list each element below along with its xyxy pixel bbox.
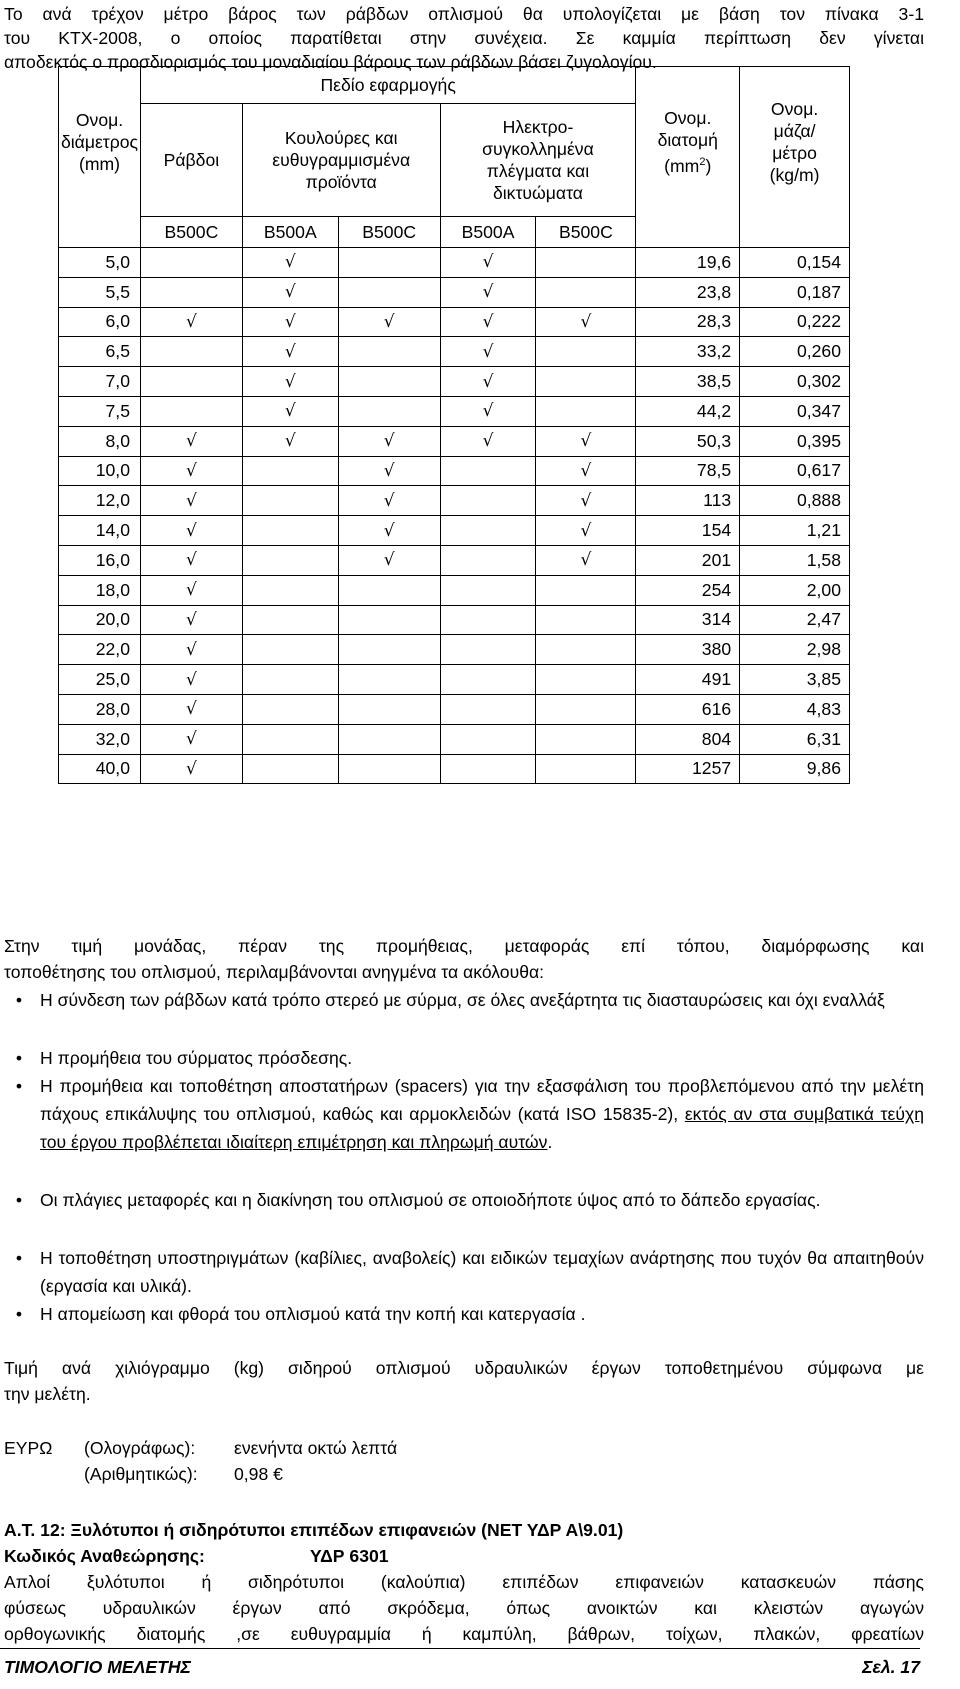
empty-cell <box>536 754 636 784</box>
mass-cell: 0,154 <box>740 248 850 278</box>
next-item-title: Α.Τ. 12: Ξυλότυποι ή σιδηρότυποι επιπέδων επιφανειών (ΝΕΤ ΥΔΡ Α\9.01) <box>4 1520 624 1540</box>
check-mark-icon: √ <box>242 248 338 278</box>
section-cell: 254 <box>636 575 740 605</box>
check-mark-icon: √ <box>140 575 242 605</box>
check-mark-icon: √ <box>338 516 440 546</box>
header-mass-blank <box>740 217 850 248</box>
check-mark-icon: √ <box>338 545 440 575</box>
mass-cell: 2,98 <box>740 635 850 665</box>
empty-cell <box>338 724 440 754</box>
revision-code-label: Κωδικός Αναθεώρησης: <box>4 1546 205 1566</box>
header-section-blank <box>636 217 740 248</box>
table-row <box>59 486 850 516</box>
mass-cell: 0,395 <box>740 426 850 456</box>
table-row <box>59 248 850 278</box>
empty-cell <box>440 486 536 516</box>
empty-cell <box>242 665 338 695</box>
check-mark-icon: √ <box>536 486 636 516</box>
euro-icon: € <box>273 1464 283 1484</box>
table-row <box>59 605 850 635</box>
next-item-line-1: Απλοί ξυλότυποι ή σιδηρότυποι (καλούπια) επιπέδων επιφανειών κατασκευών πάσης <box>4 1572 924 1592</box>
empty-cell <box>440 724 536 754</box>
check-mark-icon: √ <box>140 307 242 337</box>
section-cell: 314 <box>636 605 740 635</box>
empty-cell <box>242 456 338 486</box>
empty-cell <box>338 605 440 635</box>
bullet-icon: • <box>15 1076 23 1096</box>
check-mark-icon: √ <box>440 337 536 367</box>
empty-cell <box>440 694 536 724</box>
empty-cell <box>338 754 440 784</box>
section-cell: 19,6 <box>636 248 740 278</box>
euro-words-row <box>4 1434 924 1462</box>
section-cell: 201 <box>636 545 740 575</box>
diameter-cell: 32,0 <box>59 724 141 754</box>
digits-value: 0,98 <box>234 1464 269 1484</box>
diameter-cell: 20,0 <box>59 605 141 635</box>
empty-cell <box>242 545 338 575</box>
mass-cell: 1,21 <box>740 516 850 546</box>
check-mark-icon: √ <box>536 545 636 575</box>
section-cell: 491 <box>636 665 740 695</box>
section-cell: 1257 <box>636 754 740 784</box>
price-note-line-2: τοποθέτησης του οπλισμού, περιλαμβάνονται ανηγμένα τα ακόλουθα: <box>4 962 545 982</box>
intro-line-3: αποδεκτός ο προσδιορισμός του μοναδιαίου βάρους των ράβδων βάσει ζυγολογίου. <box>4 52 657 72</box>
grade-label: B500A <box>242 217 338 248</box>
bullet-icon: • <box>15 1304 23 1324</box>
bullet-item: • Οι πλάγιες μεταφορές και η διακίνηση του οπλισμού σε οποιοδήποτε ύψος από το δάπεδο εργασίας. <box>4 1186 924 1214</box>
diameter-cell: 22,0 <box>59 635 141 665</box>
bullet-icon: • <box>15 1190 23 1210</box>
diameter-cell: 16,0 <box>59 545 141 575</box>
next-item-line-2: φύσεως υδραυλικών έργων από σκρόδεμα, όπως ανοικτών και κλειστών αγωγών <box>4 1598 924 1618</box>
table-row <box>59 277 850 307</box>
empty-cell <box>338 575 440 605</box>
table-row <box>59 337 850 367</box>
table-row <box>59 456 850 486</box>
check-mark-icon: √ <box>140 545 242 575</box>
revision-code-value: ΥΔΡ 6301 <box>310 1546 389 1566</box>
check-mark-icon: √ <box>338 486 440 516</box>
empty-cell <box>536 337 636 367</box>
header-field-of-application: Πεδίο εφαρμογής <box>140 67 635 104</box>
header-bars: Ράβδοι <box>140 104 242 217</box>
check-mark-icon: √ <box>242 367 338 397</box>
section-cell: 50,3 <box>636 426 740 456</box>
diameter-cell: 14,0 <box>59 516 141 546</box>
check-mark-icon: √ <box>242 426 338 456</box>
diameter-cell: 7,5 <box>59 396 141 426</box>
section-cell: 23,8 <box>636 277 740 307</box>
bullet-icon: • <box>15 1048 23 1068</box>
empty-cell <box>242 605 338 635</box>
check-mark-icon: √ <box>242 337 338 367</box>
empty-cell <box>338 694 440 724</box>
check-mark-icon: √ <box>536 426 636 456</box>
footer-title: ΤΙΜΟΛΟΓΙΟ ΜΕΛΕΤΗΣ <box>4 1657 191 1677</box>
empty-cell <box>536 724 636 754</box>
header-section: Ονομ. διατομή $(mm^2)$ <box>636 67 740 217</box>
empty-cell <box>338 277 440 307</box>
empty-cell <box>338 248 440 278</box>
check-mark-icon: √ <box>440 426 536 456</box>
check-mark-icon: √ <box>440 367 536 397</box>
section-cell: 154 <box>636 516 740 546</box>
empty-cell <box>140 248 242 278</box>
mass-cell: 6,31 <box>740 724 850 754</box>
grade-label: B500C <box>338 217 440 248</box>
empty-cell <box>536 396 636 426</box>
check-mark-icon: √ <box>536 307 636 337</box>
check-mark-icon: √ <box>440 248 536 278</box>
empty-cell <box>242 635 338 665</box>
diameter-cell: 6,5 <box>59 337 141 367</box>
empty-cell <box>242 754 338 784</box>
diameter-cell: 5,0 <box>59 248 141 278</box>
empty-cell <box>338 635 440 665</box>
check-mark-icon: √ <box>140 426 242 456</box>
header-diameter: Ονομ. διάμετρος (mm) <box>59 67 141 217</box>
mass-cell: 0,302 <box>740 367 850 397</box>
empty-cell <box>140 396 242 426</box>
check-mark-icon: √ <box>140 486 242 516</box>
table-row <box>59 307 850 337</box>
empty-cell <box>242 486 338 516</box>
check-mark-icon: √ <box>242 396 338 426</box>
unit-price-line-2: την μελέτη. <box>4 1384 91 1404</box>
check-mark-icon: √ <box>440 396 536 426</box>
check-mark-icon: √ <box>338 456 440 486</box>
currency-label: ΕΥΡΩ <box>4 1438 53 1458</box>
bullet-item: • Η απομείωση και φθορά του οπλισμού κατά την κοπή και κατεργασία . <box>4 1300 924 1328</box>
empty-cell <box>140 337 242 367</box>
intro-line-1: Το ανά τρέχον μέτρο βάρος των ράβδων οπλισμού θα υπολογίζεται με βάση τον πίνακα 3-1 <box>4 4 924 24</box>
table-row <box>59 545 850 575</box>
empty-cell <box>536 248 636 278</box>
mass-cell: 0,617 <box>740 456 850 486</box>
empty-cell <box>338 337 440 367</box>
table-row <box>59 367 850 397</box>
price-note-line-1: Στην τιμή μονάδας, πέραν της προμήθειας, μεταφοράς επί τόπου, διαμόρφωσης και <box>4 936 924 956</box>
empty-cell <box>536 277 636 307</box>
next-item-line-3: ορθογωνικής διατομής ,σε ευθυγραμμία ή καμπύλη, βάθρων, τοίχων, πλακών, φρεατίων <box>4 1624 924 1644</box>
section-cell: 28,3 <box>636 307 740 337</box>
check-mark-icon: √ <box>140 605 242 635</box>
empty-cell <box>338 396 440 426</box>
check-mark-icon: √ <box>338 426 440 456</box>
rebar-mass-table <box>58 66 850 784</box>
empty-cell <box>242 516 338 546</box>
bullet-icon: • <box>15 1248 23 1268</box>
bullet-item: • Η σύνδεση των ράβδων κατά τρόπο στερεό με σύρμα, σε όλες ανεξάρτητα τις διασταυρώσεις και όχι εναλλάξ <box>4 986 924 1014</box>
mass-cell: 9,86 <box>740 754 850 784</box>
empty-cell <box>242 724 338 754</box>
diameter-cell: 10,0 <box>59 456 141 486</box>
bullet-item: • Η τοποθέτηση υποστηριγμάτων (καβίλιες, αναβολείς) και ειδικών τεμαχίων ανάρτησης που τυχόν θα απαιτηθούν (εργασία και υλικά). <box>4 1244 924 1300</box>
mass-cell: 2,00 <box>740 575 850 605</box>
header-diameter-blank <box>59 217 141 248</box>
check-mark-icon: √ <box>140 635 242 665</box>
bullet-icon: • <box>15 990 23 1010</box>
diameter-cell: 7,0 <box>59 367 141 397</box>
empty-cell <box>440 516 536 546</box>
table-row <box>59 754 850 784</box>
section-cell: 804 <box>636 724 740 754</box>
mass-cell: 1,58 <box>740 545 850 575</box>
empty-cell <box>440 605 536 635</box>
section-cell: 44,2 <box>636 396 740 426</box>
empty-cell <box>536 694 636 724</box>
check-mark-icon: √ <box>440 307 536 337</box>
empty-cell <box>440 575 536 605</box>
empty-cell <box>536 665 636 695</box>
empty-cell <box>338 367 440 397</box>
diameter-cell: 5,5 <box>59 277 141 307</box>
section-cell: 113 <box>636 486 740 516</box>
empty-cell <box>536 367 636 397</box>
check-mark-icon: √ <box>242 307 338 337</box>
empty-cell <box>536 605 636 635</box>
header-mass: Ονομ. μάζα/ μέτρο (kg/m) <box>740 67 850 217</box>
check-mark-icon: √ <box>536 456 636 486</box>
check-mark-icon: √ <box>140 665 242 695</box>
empty-cell <box>440 754 536 784</box>
bullet-item: • Η προμήθεια του σύρματος πρόσδεσης. <box>4 1044 924 1072</box>
mass-cell: 4,83 <box>740 694 850 724</box>
section-cell: 616 <box>636 694 740 724</box>
empty-cell <box>536 635 636 665</box>
table-row <box>59 396 850 426</box>
unit-price-line-1: Τιμή ανά χιλιόγραμμο (kg) σιδηρού οπλισμού υδραυλικών έργων τοποθετημένου σύμφωνα με <box>4 1358 924 1378</box>
rebar-table-wrapper <box>58 66 850 784</box>
diameter-cell: 18,0 <box>59 575 141 605</box>
check-mark-icon: √ <box>242 277 338 307</box>
grade-label: B500A <box>440 217 536 248</box>
intro-line-2: του ΚΤΧ-2008, ο οποίος παρατίθεται στην συνέχεια. Σε καμμία περίπτωση δεν γίνεται <box>4 28 924 48</box>
empty-cell <box>440 545 536 575</box>
diameter-cell: 8,0 <box>59 426 141 456</box>
check-mark-icon: √ <box>140 724 242 754</box>
digits-label: (Αριθμητικώς): <box>84 1464 198 1484</box>
empty-cell <box>440 665 536 695</box>
section-cell: 38,5 <box>636 367 740 397</box>
check-mark-icon: √ <box>140 516 242 546</box>
header-coils: Κουλούρες και ευθυγραμμισμένα προϊόντα <box>242 104 440 217</box>
mass-cell: 0,260 <box>740 337 850 367</box>
table-row <box>59 694 850 724</box>
section-cell: 33,2 <box>636 337 740 367</box>
table-row <box>59 575 850 605</box>
empty-cell <box>140 367 242 397</box>
words-value: ενενήντα οκτώ λεπτά <box>234 1438 398 1458</box>
empty-cell <box>338 665 440 695</box>
table-row <box>59 665 850 695</box>
check-mark-icon: √ <box>536 516 636 546</box>
bullet-item: • Η προμήθεια και τοποθέτηση αποστατήρων (spacers) για την εξασφάλιση του προβλεπόμενου από την μελέτη πάχους επικάλυψης του οπλισμού, καθώς και αρμοκλειδών (κατά ISO 15835-2), εκτός αν στα συμβατικά τεύχη του έργου προβλέπεται ιδιαίτερη επιμέτρηση και πληρωμή αυτών. <box>4 1072 924 1156</box>
check-mark-icon: √ <box>140 754 242 784</box>
empty-cell <box>440 635 536 665</box>
check-mark-icon: √ <box>440 277 536 307</box>
grade-label: B500C <box>140 217 242 248</box>
section-cell: 78,5 <box>636 456 740 486</box>
mass-cell: 2,47 <box>740 605 850 635</box>
section-cell: 380 <box>636 635 740 665</box>
table-row <box>59 426 850 456</box>
empty-cell <box>242 694 338 724</box>
empty-cell <box>536 575 636 605</box>
empty-cell <box>242 575 338 605</box>
diameter-cell: 6,0 <box>59 307 141 337</box>
diameter-cell: 28,0 <box>59 694 141 724</box>
header-welded-mesh: Ηλεκτρο- συγκολλημένα πλέγματα και δικτυώματα <box>440 104 636 217</box>
words-label: (Ολογράφως): <box>84 1438 196 1458</box>
empty-cell <box>140 277 242 307</box>
table-row <box>59 724 850 754</box>
empty-cell <box>440 456 536 486</box>
grade-label: B500C <box>536 217 636 248</box>
mass-cell: 0,888 <box>740 486 850 516</box>
table-row <box>59 635 850 665</box>
mass-cell: 3,85 <box>740 665 850 695</box>
mass-cell: 0,187 <box>740 277 850 307</box>
check-mark-icon: √ <box>338 307 440 337</box>
page-footer <box>0 1648 920 1689</box>
mass-cell: 0,222 <box>740 307 850 337</box>
euro-digits-row <box>4 1460 924 1488</box>
mass-cell: 0,347 <box>740 396 850 426</box>
revision-code-row <box>4 1542 924 1570</box>
check-mark-icon: √ <box>140 456 242 486</box>
check-mark-icon: √ <box>140 694 242 724</box>
diameter-cell: 40,0 <box>59 754 141 784</box>
diameter-cell: 25,0 <box>59 665 141 695</box>
table-row <box>59 516 850 546</box>
diameter-cell: 12,0 <box>59 486 141 516</box>
footer-page-number: Σελ. 17 <box>862 1657 920 1677</box>
